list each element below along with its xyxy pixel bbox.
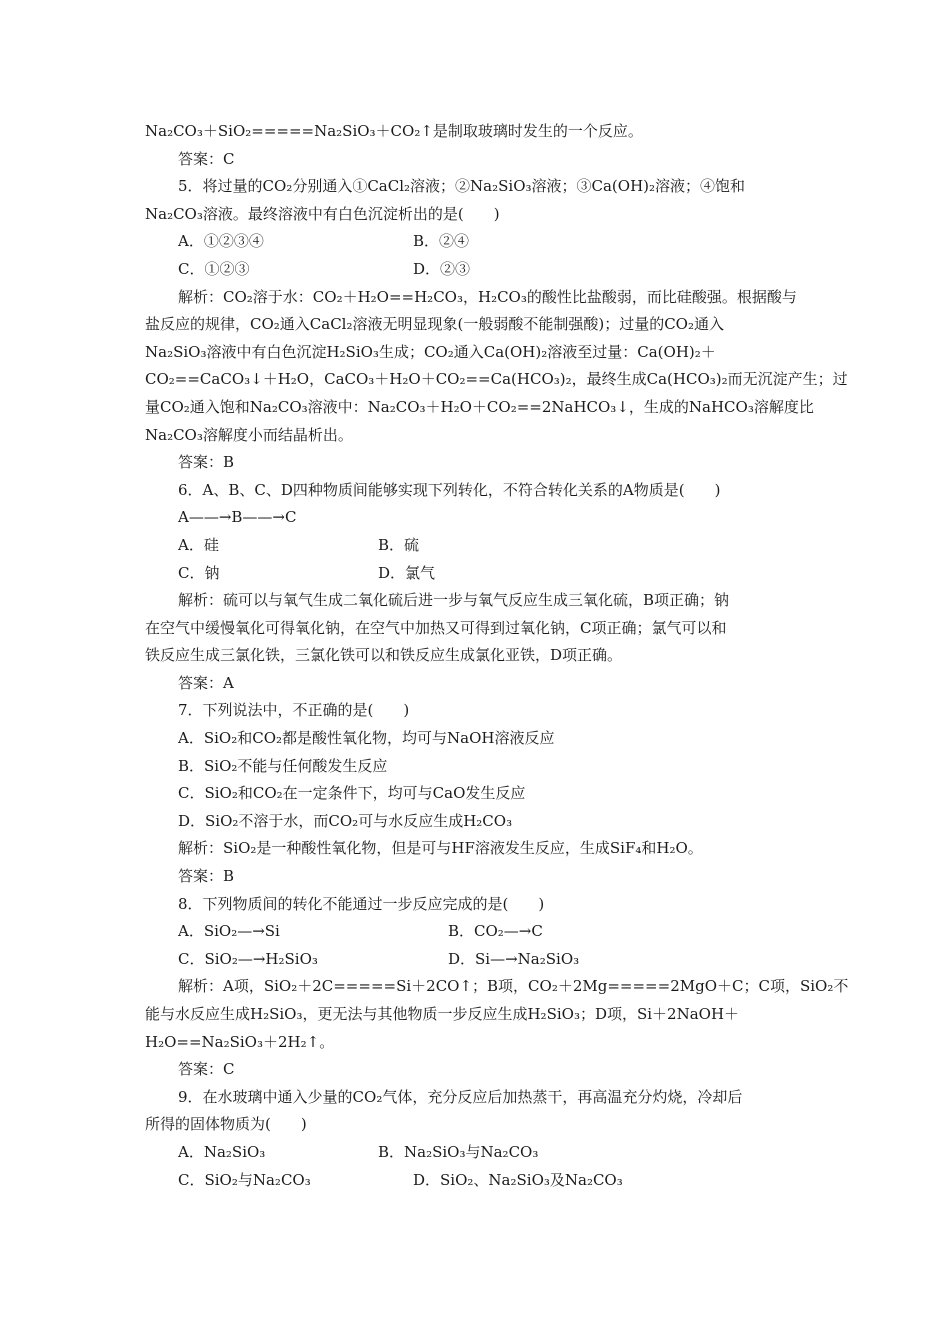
option-a: A．SiO₂—→Si [178, 922, 280, 941]
option-row [145, 560, 810, 588]
analysis-line: 解析：CO₂溶于水：CO₂＋H₂O==H₂CO₃，H₂CO₃的酸性比盐酸弱，而比硅酸强。根据酸与 [178, 287, 797, 306]
text-line: 量CO₂通入饱和Na₂CO₃溶液中：Na₂CO₃＋H₂O＋CO₂==2NaHCO₃↓，生成的NaHCO₃溶解度比 [145, 397, 814, 416]
option-a: A．硅 [178, 535, 219, 554]
text-line: H₂O==Na₂SiO₃＋2H₂↑。 [145, 1032, 335, 1051]
option-a: A．Na₂SiO₃ [178, 1142, 266, 1161]
option-b: B．硫 [378, 535, 420, 554]
option-c: C．SiO₂与Na₂CO₃ [178, 1170, 311, 1189]
option-row [145, 946, 810, 974]
option-c: C．①②③ [178, 259, 250, 278]
answer-line: 答案：A [178, 673, 234, 692]
option-d: D．Si—→Na₂SiO₃ [448, 949, 580, 968]
answer-line: 答案：C [178, 1060, 235, 1079]
option-c: C．SiO₂—→H₂SiO₃ [178, 949, 318, 968]
text-line: 能与水反应生成H₂SiO₃，更无法与其他物质一步反应生成H₂SiO₃；D项，Si＋2NaOH＋ [145, 1005, 740, 1023]
option-row [145, 532, 810, 560]
answer-line: 答案：B [178, 867, 235, 886]
text-line: 所得的固体物质为( ) [145, 1115, 307, 1134]
option-row [145, 1167, 810, 1195]
document-page [145, 118, 849, 1194]
question-9: 9．在水玻璃中通入少量的CO₂气体，充分反应后加热蒸干，再高温充分灼烧，冷却后 [178, 1087, 743, 1106]
option-a: A．SiO₂和CO₂都是酸性氧化物，均可与NaOH溶液反应 [178, 729, 555, 748]
text-line: Na₂CO₃溶液。最终溶液中有白色沉淀析出的是( ) [145, 204, 500, 223]
option-row [145, 256, 810, 284]
question-5: 5．将过量的CO₂分别通入①CaCl₂溶液；②Na₂SiO₃溶液；③Ca(OH)₂溶液；④饱和 [178, 177, 746, 196]
text-line: 在空气中缓慢氧化可得氧化钠，在空气中加热又可得到过氧化钠，C项正确；氯气可以和 [145, 618, 727, 637]
analysis-line: 解析：硫可以与氧气生成二氧化硫后进一步与氧气反应生成三氧化硫，B项正确；钠 [178, 591, 730, 610]
option-c: C．钠 [178, 563, 220, 582]
option-b: B．Na₂SiO₃与Na₂CO₃ [378, 1142, 539, 1161]
answer-line: 答案：C [178, 149, 235, 168]
option-b: B．SiO₂不能与任何酸发生反应 [178, 756, 388, 775]
option-a: A．①②③④ [178, 232, 264, 251]
answer-line: 答案：B [178, 453, 235, 472]
question-7: 7．下列说法中，不正确的是( ) [178, 701, 410, 720]
option-b: B．CO₂—→C [448, 922, 543, 941]
conversion-chain: A——→B——→C [178, 508, 297, 527]
text-line: 铁反应生成三氯化铁，三氯化铁可以和铁反应生成氯化亚铁，D项正确。 [145, 646, 623, 665]
option-c: C．SiO₂和CO₂在一定条件下，均可与CaO发生反应 [178, 784, 526, 803]
option-b: B．②④ [413, 232, 470, 251]
text-line: 盐反应的规律，CO₂通入CaCl₂溶液无明显现象(一般弱酸不能制强酸)；过量的CO₂通入 [145, 315, 724, 334]
option-row [145, 918, 810, 946]
question-8: 8．下列物质间的转化不能通过一步反应完成的是( ) [178, 894, 545, 913]
text-line: Na₂SiO₃溶液中有白色沉淀H₂SiO₃生成；CO₂通入Ca(OH)₂溶液至过量：Ca(OH)₂＋ [145, 342, 716, 361]
option-d: D．SiO₂、Na₂SiO₃及Na₂CO₃ [413, 1170, 623, 1189]
option-d: D．②③ [413, 259, 471, 278]
option-d: D．SiO₂不溶于水，而CO₂可与水反应生成H₂CO₃ [178, 811, 513, 830]
option-d: D．氯气 [378, 563, 436, 582]
analysis-line: 解析：SiO₂是一种酸性氧化物，但是可与HF溶液发生反应，生成SiF₄和H₂O。 [178, 839, 703, 858]
option-row [145, 1139, 810, 1167]
text-line: Na₂CO₃＋SiO₂=====Na₂SiO₃＋CO₂↑是制取玻璃时发生的一个反应。 [145, 122, 643, 140]
analysis-line: 解析：A项，SiO₂＋2C=====Si＋2CO↑；B项，CO₂＋2Mg=====2MgO＋C；C项，SiO₂不 [178, 977, 849, 996]
text-line: Na₂CO₃溶解度小而结晶析出。 [145, 425, 353, 444]
option-row [145, 228, 810, 256]
question-6: 6．A、B、C、D四种物质间能够实现下列转化，不符合转化关系的A物质是( ) [178, 480, 721, 499]
text-line: CO₂==CaCO₃↓＋H₂O，CaCO₃＋H₂O＋CO₂==Ca(HCO₃)₂，最终生成Ca(HCO₃)₂而无沉淀产生；过 [145, 370, 848, 389]
